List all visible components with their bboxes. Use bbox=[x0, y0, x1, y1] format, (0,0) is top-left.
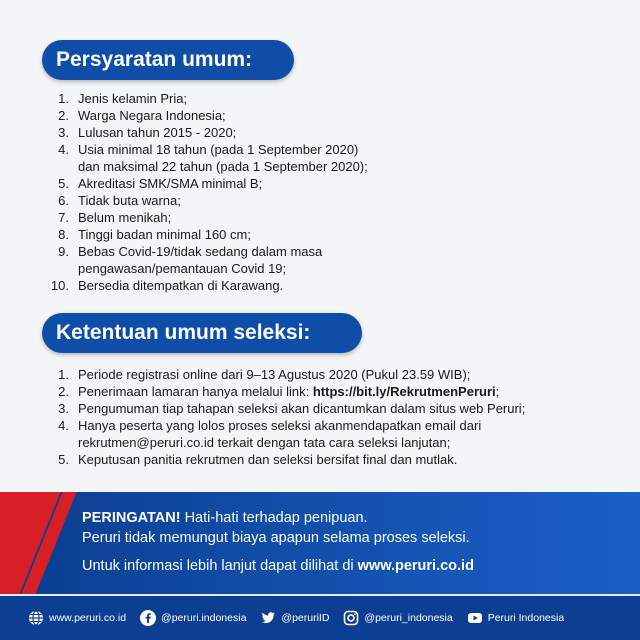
selection-rules-list bbox=[44, 366, 604, 468]
list-item: 3. Lulusan tahun 2015 - 2020; bbox=[58, 125, 237, 140]
list-item: 1. Periode registrasi online dari 9–13 Agustus 2020 (Pukul 23.59 WIB); bbox=[58, 367, 471, 382]
warning-text: PERINGATAN! Hati-hati terhadap penipuan. Peruri tidak memungut biaya apapun selama proses seleksi. Untuk informasi lebih lanjut dapat dilihat di www.peruri.co.id bbox=[82, 510, 474, 574]
social-bar bbox=[0, 594, 640, 640]
list-item: 3. Pengumuman tiap tahapan seleksi akan dicantumkan dalam situs web Peruri; bbox=[58, 401, 526, 416]
social-website[interactable]: www.peruri.co.id bbox=[28, 610, 126, 626]
registration-link[interactable]: https://bit.ly/RekrutmenPeruri bbox=[312, 384, 496, 399]
list-item: 5. Akreditasi SMK/SMA minimal B; bbox=[58, 176, 263, 191]
globe-icon bbox=[28, 610, 44, 626]
social-twitter[interactable]: @peruriID bbox=[260, 610, 329, 626]
instagram-icon bbox=[343, 610, 359, 626]
social-youtube[interactable]: Peruri Indonesia bbox=[467, 610, 564, 626]
list-item: 9. Bebas Covid-19/tidak sedang dalam masa pengawasan/pemantauan Covid 19; bbox=[58, 244, 323, 276]
list-item: 4. Usia minimal 18 tahun (pada 1 September 2020) dan maksimal 22 tahun (pada 1 September 2020); bbox=[58, 142, 368, 174]
section-title-persyaratan: Persyaratan umum: bbox=[42, 40, 294, 80]
youtube-icon bbox=[467, 610, 483, 626]
list-item: 6. Tidak buta warna; bbox=[58, 193, 181, 208]
website-link[interactable]: www.peruri.co.id bbox=[357, 558, 474, 574]
social-instagram[interactable]: @peruri_indonesia bbox=[343, 610, 452, 626]
social-facebook[interactable]: @peruri.indonesia bbox=[140, 610, 246, 626]
list-item: 2. Penerimaan lamaran hanya melalui link: https://bit.ly/RekrutmenPeruri; bbox=[58, 384, 500, 399]
list-item: 4. Hanya peserta yang lolos proses seleksi akanmendapatkan email dari rekrutmen@peruri.co.id terkait dengan tata cara seleksi lanjutan; bbox=[58, 418, 482, 450]
list-item: 10. Bersedia ditempatkan di Karawang. bbox=[50, 278, 284, 293]
list-item: 7. Belum menikah; bbox=[58, 210, 172, 225]
list-item: 1. Jenis kelamin Pria; bbox=[58, 91, 188, 106]
list-item: 5. Keputusan panitia rekrutmen dan seleksi bersifat final dan mutlak. bbox=[58, 452, 458, 467]
requirements-list bbox=[44, 90, 584, 294]
list-item: 2. Warga Negara Indonesia; bbox=[58, 108, 226, 123]
warning-label: PERINGATAN! bbox=[82, 510, 181, 526]
section-title-ketentuan: Ketentuan umum seleksi: bbox=[42, 313, 362, 353]
facebook-icon bbox=[140, 610, 156, 626]
twitter-icon bbox=[260, 610, 276, 626]
warning-panel bbox=[0, 492, 640, 594]
list-item: 8. Tinggi badan minimal 160 cm; bbox=[58, 227, 251, 242]
